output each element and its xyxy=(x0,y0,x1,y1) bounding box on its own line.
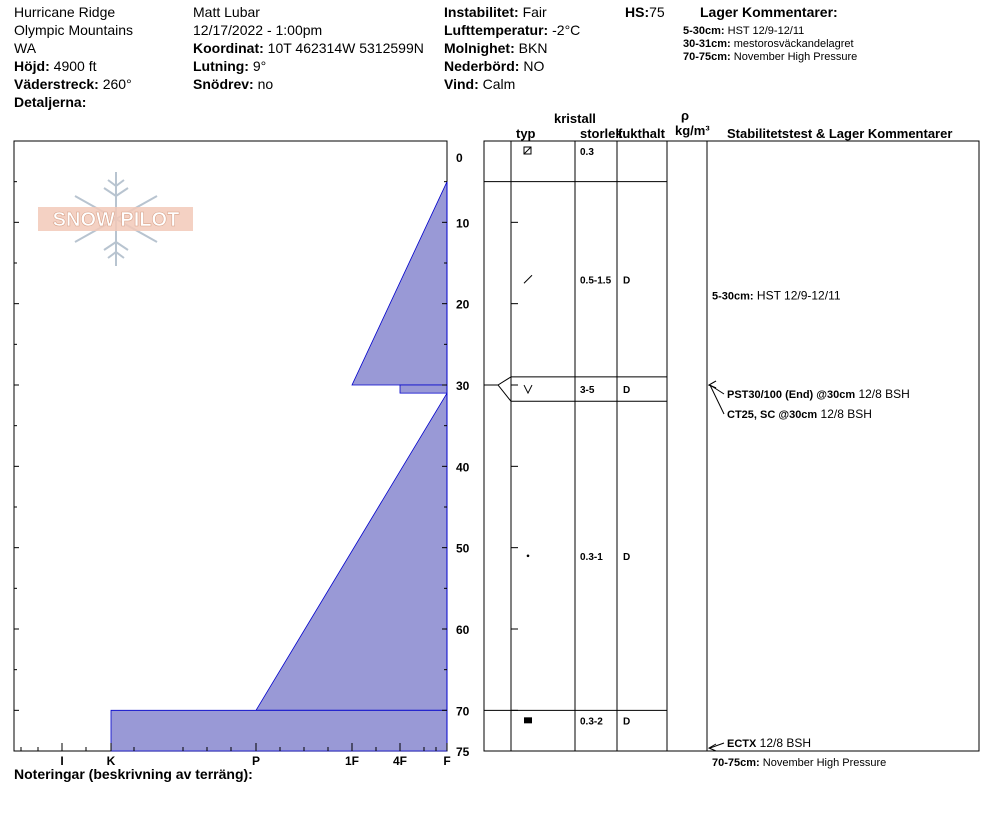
test-result: PST30/100 (End) @30cm xyxy=(727,389,856,401)
wind-value: Calm xyxy=(482,76,516,92)
depth-tick-label: 70 xyxy=(456,704,470,719)
comment-text: HST 12/9-12/11 xyxy=(753,288,841,303)
stability-test-label xyxy=(727,736,811,750)
coord-label: Koordinat: xyxy=(193,40,264,56)
test-result: CT25, SC @30cm xyxy=(727,409,818,421)
hs-label: HS: xyxy=(625,4,650,20)
layer-comment-range: 70-75cm: xyxy=(683,51,731,63)
col-header-crystal: kristall xyxy=(554,111,596,126)
moisture: D xyxy=(623,275,631,287)
sky-value: BKN xyxy=(518,40,548,56)
facet-line-icon xyxy=(524,275,532,283)
grain-size: 3-5 xyxy=(580,385,595,397)
hardness-tick-label: 1F xyxy=(344,754,360,768)
location: Hurricane Ridge xyxy=(14,4,116,20)
layer-comment-text: HST 12/9-12/11 xyxy=(727,25,805,37)
moisture: D xyxy=(623,551,631,563)
layer-comment-label xyxy=(712,289,841,303)
layer-connector xyxy=(484,385,511,401)
surface-hoar-icon xyxy=(524,385,532,393)
test-arrow-line xyxy=(710,743,724,748)
elevation-value: 4900 ft xyxy=(53,58,97,74)
facet-square-icon xyxy=(524,717,532,723)
drift-label: Snödrev: xyxy=(193,76,254,92)
grain-size: 0.3-2 xyxy=(580,716,603,728)
hardness-layer xyxy=(352,182,447,385)
depth-tick-label: 30 xyxy=(456,379,470,393)
details-label: Detaljerna: xyxy=(14,94,87,110)
depth-tick-label: 20 xyxy=(456,297,470,312)
layer-comments-title: Lager Kommentarer: xyxy=(700,4,838,20)
comment-range: 5-30cm: xyxy=(712,290,754,303)
hardness-tick-label: 4F xyxy=(392,754,408,768)
hardness-tick-label: F xyxy=(443,754,451,768)
sky-label: Molnighet: xyxy=(444,40,515,56)
test-note: 12/8 BSH xyxy=(756,736,812,750)
logo-text: SNOW PILOT xyxy=(52,209,180,231)
stability-test-label xyxy=(727,387,910,401)
slope-value: 9° xyxy=(252,58,267,74)
stability-label: Instabilitet: xyxy=(444,4,519,20)
layer-comment-range: 30-31cm: xyxy=(683,38,731,50)
aspect-label: Väderstreck: xyxy=(14,76,99,92)
depth-tick-label: 50 xyxy=(456,541,470,556)
layers-table xyxy=(484,141,979,751)
precip-label: Nederbörd: xyxy=(444,58,520,74)
airtemp-label: Lufttemperatur: xyxy=(444,22,549,38)
layer-comment-text: November High Pressure xyxy=(733,51,858,63)
depth-tick-label: 75 xyxy=(456,745,470,759)
col-header-moisture: fukthalt xyxy=(618,126,665,141)
elevation-label: Höjd: xyxy=(14,58,50,74)
layer-connector xyxy=(484,377,511,385)
bottom-comment-text: November High Pressure xyxy=(762,757,887,769)
bottom-comment-range: 70-75cm: xyxy=(712,757,760,769)
test-result: ECTX xyxy=(727,738,757,750)
grain-size: 0.3 xyxy=(580,147,594,158)
snowpilot-logo xyxy=(38,172,193,266)
stability-value: Fair xyxy=(522,4,547,20)
hardness-tick-label: I xyxy=(60,754,64,768)
notes-label: Noteringar (beskrivning av terräng): xyxy=(14,766,253,782)
depth-tick-label: 60 xyxy=(456,623,470,637)
hardness-layer xyxy=(400,385,447,393)
state: WA xyxy=(14,40,37,56)
hs-value: 75 xyxy=(649,4,665,20)
test-note: 12/8 BSH xyxy=(817,407,872,421)
hardness-fill xyxy=(111,182,447,751)
wind-label: Vind: xyxy=(444,76,479,92)
airtemp-value: -2°C xyxy=(552,22,581,38)
rounded-dot-icon xyxy=(527,555,530,558)
grain-size: 0.5-1.5 xyxy=(580,275,612,287)
mountain-range: Olympic Mountains xyxy=(14,22,134,38)
slope-label: Lutning: xyxy=(193,58,249,74)
col-header-type: typ xyxy=(516,126,536,141)
coord-value: 10T 462314W 5312599N xyxy=(267,40,424,56)
datetime: 12/17/2022 - 1:00pm xyxy=(193,22,323,38)
stability-tests xyxy=(709,289,910,751)
col-header-rho: ρ xyxy=(681,108,690,123)
col-header-density: kg/m³ xyxy=(675,123,710,138)
depth-tick-label: 0 xyxy=(456,151,463,165)
decomposing-icon-slash xyxy=(524,147,531,154)
test-arrow-head xyxy=(709,381,716,388)
depth-tick-label: 40 xyxy=(456,460,470,475)
depth-tick-label: 10 xyxy=(456,216,470,231)
col-header-size: storlek xyxy=(580,126,623,141)
moisture: D xyxy=(623,716,631,728)
type-column-ticks xyxy=(511,222,518,710)
stability-test-label xyxy=(727,407,872,421)
hardness-tick-label: P xyxy=(251,754,261,768)
hardness-layer xyxy=(256,393,447,710)
observer: Matt Lubar xyxy=(193,4,260,20)
precip-value: NO xyxy=(523,58,545,74)
layer-comment-range: 5-30cm: xyxy=(683,25,725,37)
grain-size: 0.3-1 xyxy=(580,551,603,563)
layer-comment-text: mestorosväckandelagret xyxy=(733,38,854,50)
moisture: D xyxy=(623,385,631,397)
hardness-tick-label: K xyxy=(106,754,116,768)
hardness-layer xyxy=(111,710,447,751)
col-header-stability: Stabilitetstest & Lager Kommentarer xyxy=(727,126,953,141)
bottom-comment xyxy=(712,757,886,769)
drift-value: no xyxy=(257,76,274,92)
aspect-value: 260° xyxy=(102,76,132,92)
test-note: 12/8 BSH xyxy=(855,387,910,401)
